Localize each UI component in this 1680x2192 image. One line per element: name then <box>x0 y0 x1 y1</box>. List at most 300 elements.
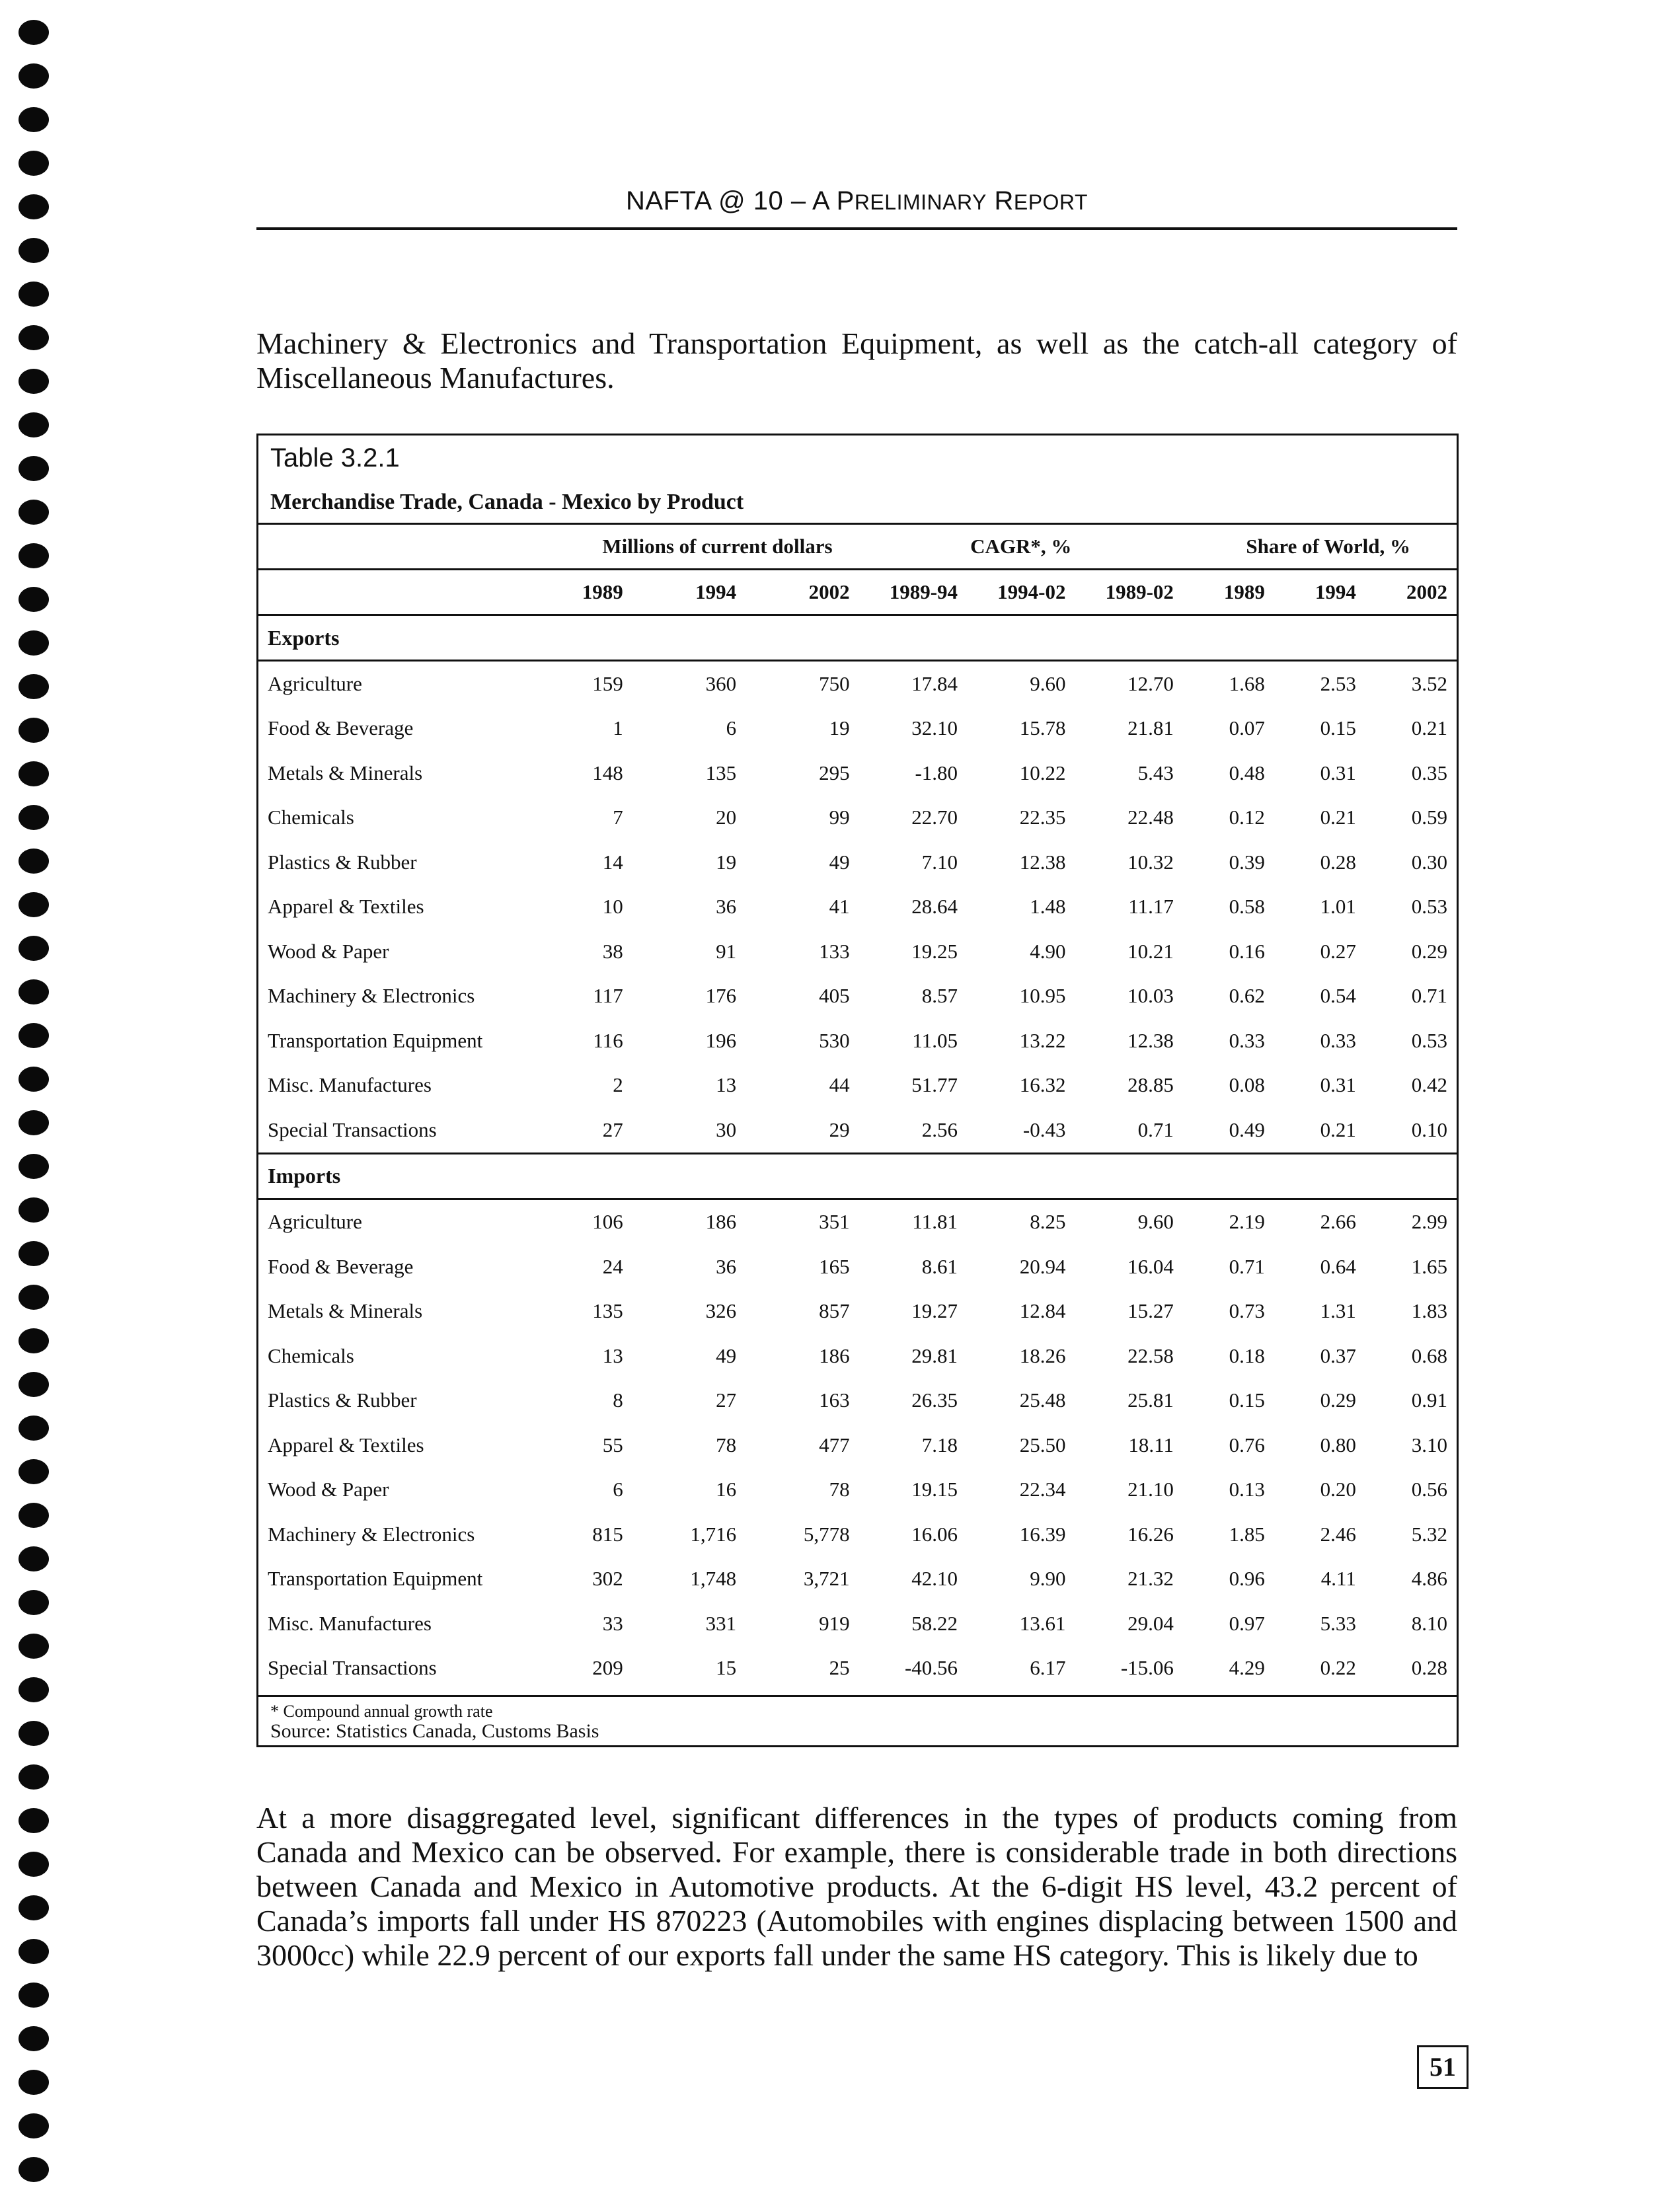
row-label: Wood & Paper <box>268 1478 389 1501</box>
table-row <box>258 1423 1457 1468</box>
binder-hole <box>19 20 49 45</box>
table-cell: -15.06 <box>1120 1656 1174 1680</box>
table-cell: 6.17 <box>1030 1656 1066 1680</box>
table-cell: 22.48 <box>1127 806 1174 829</box>
table-cell: 0.96 <box>1229 1567 1265 1591</box>
binder-hole <box>19 194 49 219</box>
year-header: 1994 <box>632 570 745 615</box>
table-cell: 0.21 <box>1320 1117 1356 1141</box>
page-number: 51 <box>1417 2045 1469 2089</box>
table-cell: 135 <box>705 761 737 784</box>
year-header: 1989-94 <box>859 570 967 615</box>
table-cell: 1.31 <box>1320 1299 1356 1323</box>
table-label: Table 3.2.1 <box>270 443 400 472</box>
binder-hole <box>19 630 49 656</box>
table-row <box>258 1108 1457 1153</box>
table-cell: 117 <box>593 984 623 1008</box>
table-cell: 0.28 <box>1320 850 1356 874</box>
table-cell: 5.33 <box>1320 1611 1356 1635</box>
table-cell: 0.48 <box>1229 761 1265 784</box>
binder-hole <box>19 1895 49 1920</box>
binder-hole <box>19 1285 49 1310</box>
table-cell: 91 <box>716 939 737 963</box>
binder-hole <box>19 1110 49 1135</box>
table-cell: 11.81 <box>912 1210 958 1234</box>
section-label: Exports <box>258 615 1457 661</box>
row-label: Chemicals <box>268 1343 354 1367</box>
table-cell: 5.43 <box>1137 761 1174 784</box>
table-cell: 11.17 <box>1128 895 1174 919</box>
binder-hole <box>19 761 49 786</box>
table-cell: 0.31 <box>1320 1073 1356 1097</box>
table-cell: -1.80 <box>915 761 958 784</box>
table-cell: 0.15 <box>1320 716 1356 740</box>
table-cell: 10.21 <box>1127 939 1174 963</box>
table-box <box>256 434 1459 1747</box>
header-cap-p: P <box>836 186 855 215</box>
binder-hole <box>19 979 49 1004</box>
binder-hole <box>19 107 49 132</box>
binder-hole <box>19 63 49 89</box>
table-cell: 8.57 <box>921 984 958 1008</box>
table-cell: 6 <box>726 716 737 740</box>
table-cell: 0.49 <box>1229 1117 1265 1141</box>
table-cell: 32.10 <box>911 716 958 740</box>
binder-hole <box>19 1983 49 2008</box>
table-cell: 0.12 <box>1229 806 1265 829</box>
binder-hole <box>19 849 49 874</box>
table-cell: 17.84 <box>911 671 958 695</box>
table-cell: 186 <box>705 1210 737 1234</box>
row-label: Transportation Equipment <box>268 1028 483 1052</box>
blank-header <box>258 524 528 570</box>
table-cell: 0.62 <box>1229 984 1265 1008</box>
table-cell: 24 <box>602 1254 623 1278</box>
table-cell: 1.83 <box>1411 1299 1447 1323</box>
row-label: Plastics & Rubber <box>268 1388 417 1412</box>
binder-hole <box>19 1023 49 1048</box>
table-cell: 0.58 <box>1229 895 1265 919</box>
table-cell: 106 <box>592 1210 623 1234</box>
table-cell: 0.08 <box>1229 1073 1265 1097</box>
table-row <box>258 1244 1457 1289</box>
table-cell: 16.39 <box>1019 1522 1066 1546</box>
table-cell: 6 <box>613 1478 623 1501</box>
table-cell: 2.99 <box>1411 1210 1447 1234</box>
binder-hole <box>19 456 49 481</box>
binder-hole <box>19 1546 49 1571</box>
table-row <box>258 751 1457 796</box>
header-prefix: NAFTA @ 10 – A <box>626 186 837 215</box>
binder-hole <box>19 2070 49 2095</box>
table-cell: 16.06 <box>911 1522 958 1546</box>
table-cell: 159 <box>592 671 623 695</box>
table-cell: 0.39 <box>1229 850 1265 874</box>
table-cell: 186 <box>819 1343 850 1367</box>
table-cell: 1.85 <box>1229 1522 1265 1546</box>
table-cell: 20.94 <box>1019 1254 1066 1278</box>
table-cell: 1.65 <box>1411 1254 1447 1278</box>
table-cell: 857 <box>819 1299 850 1323</box>
table-cell: 16 <box>716 1478 737 1501</box>
table-cell: 0.91 <box>1411 1388 1447 1412</box>
table-cell: 1,748 <box>690 1567 737 1591</box>
year-header: 1989 <box>1183 570 1274 615</box>
table-cell: 0.37 <box>1320 1343 1356 1367</box>
table-cell: 351 <box>819 1210 850 1234</box>
year-header: 1994-02 <box>967 570 1075 615</box>
row-label: Misc. Manufactures <box>268 1611 432 1635</box>
table-cell: 15.27 <box>1127 1299 1174 1323</box>
table-cell: 302 <box>592 1567 623 1591</box>
table-body <box>258 615 1457 1691</box>
table-row <box>258 1468 1457 1513</box>
table-cell: 0.31 <box>1320 761 1356 784</box>
table-cell: 16.26 <box>1127 1522 1174 1546</box>
table-cell: 42.10 <box>911 1567 958 1591</box>
table-cell: 10.32 <box>1127 850 1174 874</box>
group-millions: Millions of current dollars <box>528 524 859 570</box>
binder-hole <box>19 674 49 699</box>
table-cell: 0.18 <box>1229 1343 1265 1367</box>
table-cell: 28.85 <box>1127 1073 1174 1097</box>
table-cell: 196 <box>705 1028 737 1052</box>
table-cell: 0.29 <box>1320 1388 1356 1412</box>
table-cell: 19 <box>829 716 850 740</box>
row-label: Food & Beverage <box>268 1254 414 1278</box>
table-row <box>258 1646 1457 1691</box>
table-cell: 16.32 <box>1019 1073 1066 1097</box>
table-cell: 815 <box>592 1522 623 1546</box>
table-cell: 78 <box>829 1478 850 1501</box>
table-cell: 919 <box>819 1611 850 1635</box>
table-cell: 133 <box>819 939 850 963</box>
row-label: Apparel & Textiles <box>268 895 424 919</box>
table-cell: 0.29 <box>1411 939 1447 963</box>
table-cell: 38 <box>602 939 623 963</box>
source-note: Source: Statistics Canada, Customs Basis <box>270 1720 599 1742</box>
table-row <box>258 1018 1457 1063</box>
table-cell: 18.26 <box>1019 1343 1066 1367</box>
table-row <box>258 885 1457 930</box>
table-cell: 0.22 <box>1320 1656 1356 1680</box>
binder-hole <box>19 892 49 917</box>
binder-hole <box>19 2026 49 2051</box>
table-cell: 26.35 <box>911 1388 958 1412</box>
table-cell: 331 <box>705 1611 737 1635</box>
table-row <box>258 974 1457 1019</box>
table-cell: 49 <box>829 850 850 874</box>
table-cell: 10.22 <box>1019 761 1066 784</box>
binder-hole <box>19 1503 49 1528</box>
binder-hole <box>19 543 49 568</box>
binder-hole <box>19 805 49 830</box>
table-row <box>258 661 1457 706</box>
table-cell: 27 <box>716 1388 737 1412</box>
table-row <box>258 1334 1457 1379</box>
binder-holes <box>12 0 52 2192</box>
table-cell: 326 <box>705 1299 737 1323</box>
row-label: Chemicals <box>268 806 354 829</box>
table-cell: 405 <box>819 984 850 1008</box>
table-cell: 135 <box>592 1299 623 1323</box>
table-cell: 10 <box>602 895 623 919</box>
table-cell: 360 <box>705 671 737 695</box>
table-cell: 3,721 <box>803 1567 850 1591</box>
binder-hole <box>19 718 49 743</box>
binder-hole <box>19 1459 49 1484</box>
intro-paragraph: Machinery & Electronics and Transportation Equipment, as well as the catch-all category of Miscellaneous Manufactures. <box>256 326 1457 395</box>
table-cell: 36 <box>716 1254 737 1278</box>
row-label: Transportation Equipment <box>268 1567 483 1591</box>
table-cell: 5,778 <box>803 1522 850 1546</box>
table-cell: 116 <box>593 1028 623 1052</box>
binder-hole <box>19 1067 49 1092</box>
table-cell: 0.73 <box>1229 1299 1265 1323</box>
table-cell: 477 <box>819 1433 850 1456</box>
table-cell: 2 <box>613 1073 623 1097</box>
binder-hole <box>19 151 49 176</box>
table-cell: 27 <box>602 1117 623 1141</box>
binder-hole <box>19 500 49 525</box>
table-cell: 9.60 <box>1030 671 1066 695</box>
table-cell: 11.05 <box>912 1028 958 1052</box>
table-cell: 78 <box>716 1433 737 1456</box>
table-cell: 9.60 <box>1137 1210 1174 1234</box>
table-cell: 0.35 <box>1411 761 1447 784</box>
row-label: Machinery & Electronics <box>268 984 475 1008</box>
table-cell: 209 <box>592 1656 623 1680</box>
binder-hole <box>19 369 49 394</box>
table-cell: 0.71 <box>1229 1254 1265 1278</box>
table-cell: 36 <box>716 895 737 919</box>
table-cell: 9.90 <box>1030 1567 1066 1591</box>
row-label: Agriculture <box>268 1210 362 1234</box>
table-cell: 30 <box>716 1117 737 1141</box>
table-cell: 0.21 <box>1411 716 1447 740</box>
binder-hole <box>19 1154 49 1179</box>
table-cell: 49 <box>716 1343 737 1367</box>
table-cell: 10.03 <box>1127 984 1174 1008</box>
table-cell: 13.22 <box>1019 1028 1066 1052</box>
table-cell: 18.11 <box>1128 1433 1174 1456</box>
table-cell: 0.07 <box>1229 716 1265 740</box>
group-cagr: CAGR*, % <box>859 524 1183 570</box>
table-cell: 0.53 <box>1411 1028 1447 1052</box>
table-cell: 8.61 <box>921 1254 958 1278</box>
table-cell: 21.81 <box>1127 716 1174 740</box>
row-label: Agriculture <box>268 671 362 695</box>
table-cell: 2.56 <box>921 1117 958 1141</box>
table-cell: 0.28 <box>1411 1656 1447 1680</box>
table-cell: 7.10 <box>921 850 958 874</box>
table-cell: 0.71 <box>1137 1117 1174 1141</box>
table-bottom-rule <box>258 1695 1457 1697</box>
row-label: Special Transactions <box>268 1656 437 1680</box>
row-label: Wood & Paper <box>268 939 389 963</box>
binder-hole <box>19 1372 49 1397</box>
table-cell: 29.81 <box>911 1343 958 1367</box>
year-header: 1989 <box>528 570 632 615</box>
table-cell: 4.11 <box>1320 1567 1356 1591</box>
binder-hole <box>19 1852 49 1877</box>
header-rule <box>256 227 1457 230</box>
year-header-row <box>258 570 1457 615</box>
binder-hole <box>19 412 49 437</box>
footnote: * Compound annual growth rate <box>270 1702 493 1721</box>
table-cell: 0.56 <box>1411 1478 1447 1501</box>
table-title: Merchandise Trade, Canada - Mexico by Product <box>270 490 744 514</box>
table-cell: 0.13 <box>1229 1478 1265 1501</box>
binder-hole <box>19 1590 49 1615</box>
table-cell: 13 <box>602 1343 623 1367</box>
group-share: Share of World, % <box>1183 524 1457 570</box>
binder-hole <box>19 282 49 307</box>
table-cell: 12.84 <box>1019 1299 1066 1323</box>
table-row <box>258 1601 1457 1646</box>
row-label: Misc. Manufactures <box>268 1073 432 1097</box>
table-row <box>258 1379 1457 1423</box>
table-cell: 0.10 <box>1411 1117 1447 1141</box>
table-cell: 55 <box>602 1433 623 1456</box>
year-header: 1989-02 <box>1075 570 1182 615</box>
binder-hole <box>19 1328 49 1353</box>
table-cell: 25.48 <box>1019 1388 1066 1412</box>
table-cell: 148 <box>592 761 623 784</box>
table-cell: 25.50 <box>1019 1433 1066 1456</box>
header-smallcaps-1: RELIMINARY <box>854 190 987 214</box>
table-cell: 16.04 <box>1127 1254 1174 1278</box>
section-row <box>258 615 1457 661</box>
binder-hole <box>19 1939 49 1964</box>
table-cell: -0.43 <box>1022 1117 1066 1141</box>
table-cell: 2.66 <box>1320 1210 1356 1234</box>
binder-hole <box>19 1677 49 1702</box>
table-row <box>258 840 1457 885</box>
group-header-row <box>258 524 1457 570</box>
table-cell: 2.46 <box>1320 1522 1356 1546</box>
table-cell: 22.58 <box>1127 1343 1174 1367</box>
table-cell: 4.90 <box>1030 939 1066 963</box>
table-cell: 19.15 <box>911 1478 958 1501</box>
table-cell: 0.68 <box>1411 1343 1447 1367</box>
table-cell: 22.70 <box>911 806 958 829</box>
table-cell: 99 <box>829 806 850 829</box>
blank-year-header <box>258 570 528 615</box>
year-header: 2002 <box>745 570 859 615</box>
table-cell: 28.64 <box>911 895 958 919</box>
binder-hole <box>19 325 49 350</box>
binder-hole <box>19 2113 49 2138</box>
table-cell: 25.81 <box>1127 1388 1174 1412</box>
table-cell: -40.56 <box>904 1656 958 1680</box>
table-cell: 13.61 <box>1019 1611 1066 1635</box>
binder-hole <box>19 1197 49 1223</box>
table-cell: 295 <box>819 761 850 784</box>
table-cell: 0.53 <box>1411 895 1447 919</box>
table-cell: 5.32 <box>1411 1522 1447 1546</box>
table-cell: 2.53 <box>1320 671 1356 695</box>
table-notes <box>270 1702 599 1741</box>
table-cell: 163 <box>819 1388 850 1412</box>
table-cell: 58.22 <box>911 1611 958 1635</box>
binder-hole <box>19 1808 49 1833</box>
table-cell: 1.48 <box>1030 895 1066 919</box>
table-cell: 1.68 <box>1229 671 1265 695</box>
table-cell: 750 <box>819 671 850 695</box>
binder-hole <box>19 1721 49 1746</box>
table-cell: 4.29 <box>1229 1656 1265 1680</box>
table-cell: 0.27 <box>1320 939 1356 963</box>
table-cell: 0.71 <box>1411 984 1447 1008</box>
table-row <box>258 1199 1457 1244</box>
table-cell: 44 <box>829 1073 850 1097</box>
table-cell: 0.21 <box>1320 806 1356 829</box>
table-cell: 33 <box>602 1611 623 1635</box>
section-label: Imports <box>258 1153 1457 1199</box>
body-paragraph: At a more disaggregated level, significant differences in the types of products coming from Canada and Mexico can be observed. For example, there is considerable trade in both directions between Canada and Mexico in Automotive products. At the 6-digit HS level, 43.2 percent of Canada’s imports fall under HS 870223 (Automobiles with engines displacing between 1500 and 3000cc) while 22.9 percent of our exports fall under the same HS category. This is likely due to <box>256 1801 1457 1972</box>
year-header: 1994 <box>1274 570 1365 615</box>
table-cell: 12.38 <box>1127 1028 1174 1052</box>
year-header: 2002 <box>1365 570 1457 615</box>
table-cell: 20 <box>716 806 737 829</box>
binder-hole <box>19 587 49 612</box>
table-cell: 10.95 <box>1019 984 1066 1008</box>
table-cell: 13 <box>716 1073 737 1097</box>
table-cell: 0.20 <box>1320 1478 1356 1501</box>
binder-hole <box>19 1764 49 1790</box>
table-cell: 19.27 <box>911 1299 958 1323</box>
table-cell: 25 <box>829 1656 850 1680</box>
table-cell: 12.38 <box>1019 850 1066 874</box>
section-row <box>258 1153 1457 1199</box>
table-cell: 19.25 <box>911 939 958 963</box>
running-header <box>256 186 1457 216</box>
binder-hole <box>19 238 49 263</box>
table-cell: 1 <box>613 716 623 740</box>
table-row <box>258 1289 1457 1334</box>
binder-hole <box>19 936 49 961</box>
table-cell: 7 <box>613 806 623 829</box>
table-cell: 2.19 <box>1229 1210 1265 1234</box>
table-cell: 8.25 <box>1030 1210 1066 1234</box>
table-cell: 19 <box>716 850 737 874</box>
table-cell: 14 <box>602 850 623 874</box>
table-cell: 176 <box>705 984 737 1008</box>
row-label: Special Transactions <box>268 1117 437 1141</box>
row-label: Metals & Minerals <box>268 1299 423 1323</box>
table-cell: 0.33 <box>1229 1028 1265 1052</box>
table-cell: 0.16 <box>1229 939 1265 963</box>
table-cell: 22.34 <box>1019 1478 1066 1501</box>
binder-hole <box>19 1241 49 1266</box>
trade-table <box>258 523 1457 1690</box>
table-cell: 0.97 <box>1229 1611 1265 1635</box>
table-cell: 8 <box>613 1388 623 1412</box>
table-row <box>258 706 1457 751</box>
table-cell: 7.18 <box>921 1433 958 1456</box>
table-cell: 29 <box>829 1117 850 1141</box>
row-label: Plastics & Rubber <box>268 850 417 874</box>
table-cell: 21.10 <box>1127 1478 1174 1501</box>
table-cell: 0.80 <box>1320 1433 1356 1456</box>
row-label: Metals & Minerals <box>268 761 423 784</box>
table-cell: 0.30 <box>1411 850 1447 874</box>
table-cell: 22.35 <box>1019 806 1066 829</box>
table-row <box>258 1512 1457 1557</box>
table-cell: 0.15 <box>1229 1388 1265 1412</box>
table-cell: 51.77 <box>911 1073 958 1097</box>
